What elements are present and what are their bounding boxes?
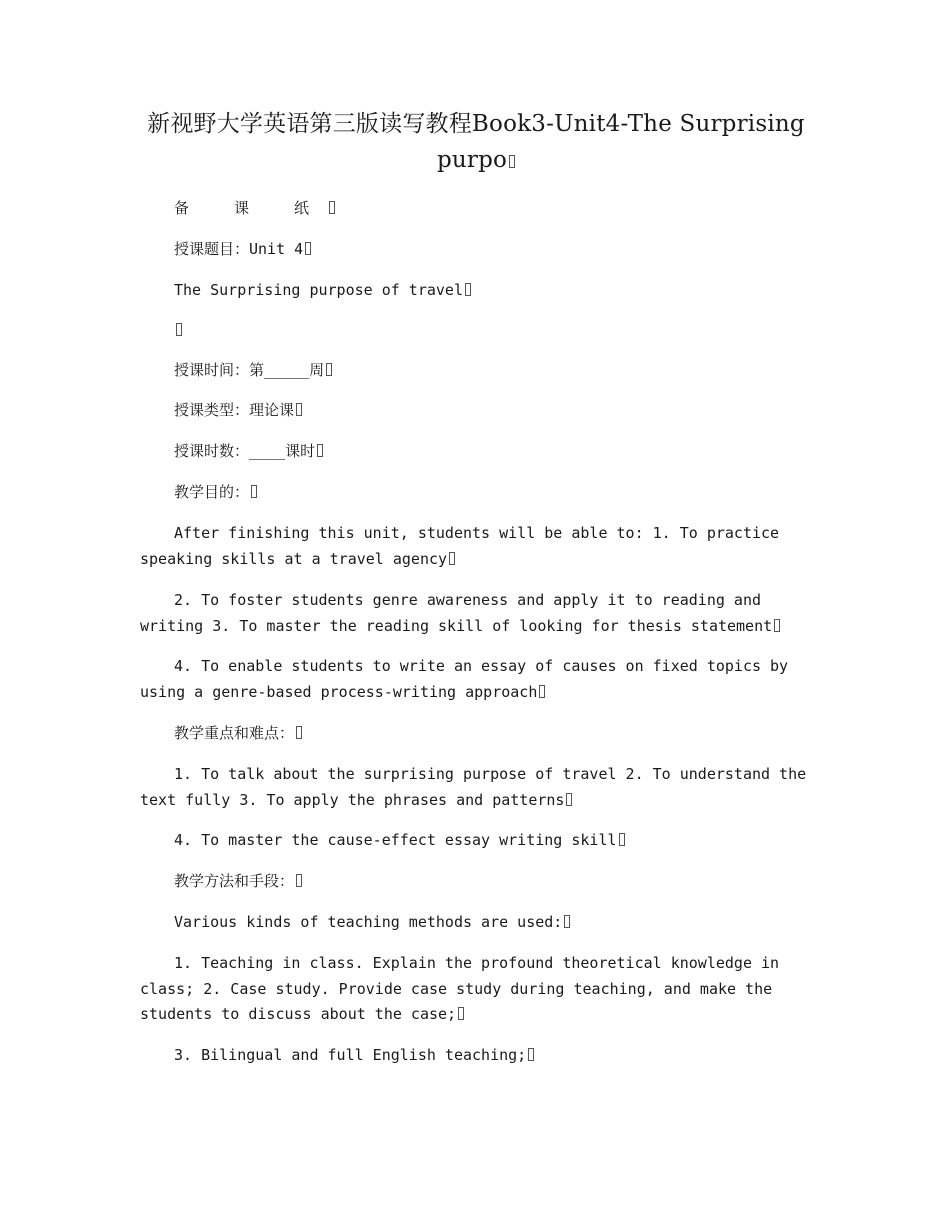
paragraph-methods-intro: Various kinds of teaching methods are used: [140,910,812,936]
paragraph-mark-icon [774,619,780,632]
paragraph-mark-icon [458,1007,464,1020]
paragraph-unit-title: The Surprising purpose of travel [140,278,812,304]
paragraph-methods-3: 3. Bilingual and full English teaching; [140,1043,812,1069]
paragraph-mark-icon [251,485,257,498]
document-title: 新视野大学英语第三版读写教程Book3-Unit4-The Surprising purpo [147,111,805,173]
paragraph-mark-icon [509,155,515,168]
paragraph-objectives-heading: 教学目的： [140,480,812,506]
paragraph-mark-icon [564,915,570,928]
paragraph-objective-2: 2. To foster students genre awareness and apply it to reading and writing 3. To master the reading skill of looking for thesis statement [140,588,812,639]
paragraph-mark-icon [449,552,455,565]
paragraph-time: 授课时间：第_____周 [140,358,812,384]
paragraph-mark-icon [176,323,182,336]
paragraph-mark-icon [528,1048,534,1061]
paragraph-key-points-4: 4. To master the cause-effect essay writing skill [140,828,812,854]
paragraph-methods-1: 1. Teaching in class. Explain the profound theoretical knowledge in class; 2. Case study. Provide case study during teaching, and make the students to discuss about the case; [140,954,789,1023]
paragraph-methods-heading: 教学方法和手段： [140,869,812,895]
paragraph-mark-icon [296,726,302,739]
paragraph-hours: 授课时数：____课时 [140,439,812,465]
paragraph-mark-icon [329,201,335,214]
paragraph-mark-icon [305,242,311,255]
paragraph-key-points-1: 1. To talk about the surprising purpose of travel 2. To understand the text fully 3. To apply the phrases and patterns [140,765,816,809]
paragraph-key-points-heading: 教学重点和难点： [140,721,812,747]
paragraph-mark-icon [619,833,625,846]
paragraph-mark-icon [539,685,545,698]
paragraph-empty [140,318,812,344]
paragraph-mark-icon [317,444,323,457]
paragraph-mark-icon [326,363,332,376]
paragraph-mark-icon [566,793,572,806]
paragraph-mark-icon [296,874,302,887]
paragraph-heading-prep: 备 课 纸 [140,196,812,222]
paragraph-type: 授课类型：理论课 [140,398,812,424]
paragraph-objective-1: After finishing this unit, students will be able to: 1. To practice speaking skills at a travel agency [140,524,789,568]
paragraph-topic: 授课题目：Unit 4 [140,237,812,263]
paragraph-mark-icon [465,283,471,296]
paragraph-objective-4: 4. To enable students to write an essay of causes on fixed topics by using a genre-based process-writing approach [140,657,798,701]
paragraph-mark-icon [296,403,302,416]
